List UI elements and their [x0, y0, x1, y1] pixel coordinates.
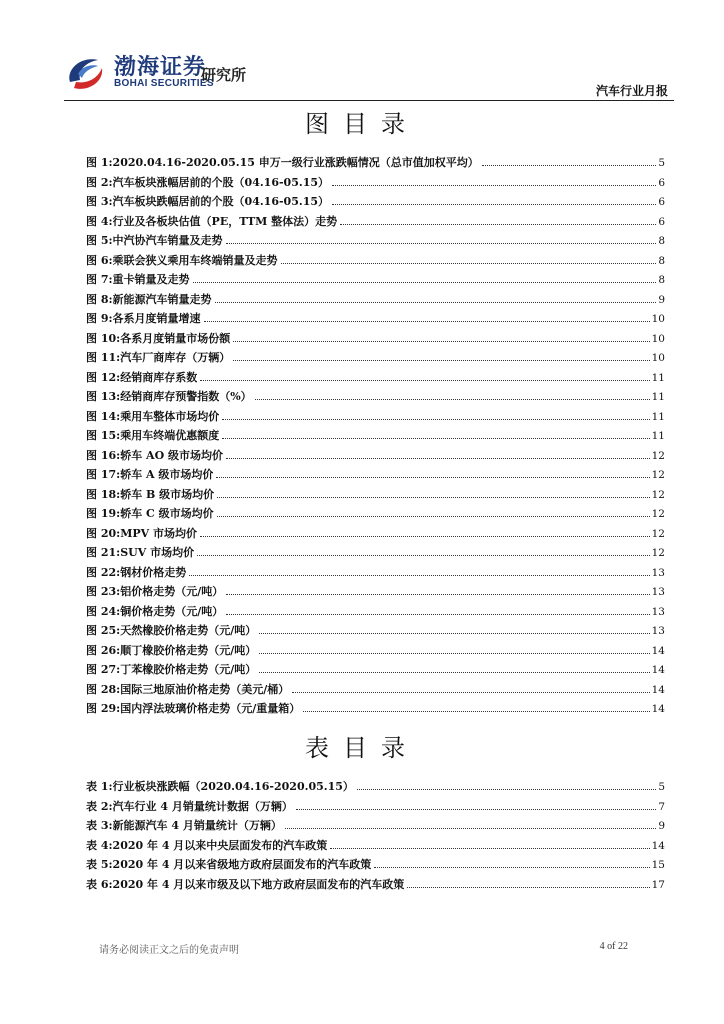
toc-entry-number: 图 16:: [86, 448, 121, 462]
toc-leader-dots: [259, 672, 649, 673]
figure-toc-entry[interactable]: [86, 232, 665, 252]
toc-entry-page: 12: [651, 527, 665, 540]
toc-entry-title: 轿车 AO 级市场均价: [120, 448, 223, 462]
toc-entry-title: 国内浮法玻璃价格走势（元/重量箱）: [120, 702, 301, 715]
figure-toc-entry[interactable]: [86, 583, 665, 603]
toc-entry-page: 9: [658, 293, 665, 306]
toc-leader-dots: [281, 263, 657, 264]
toc-entry-page: 6: [658, 215, 665, 228]
toc-entry-page: 14: [651, 703, 665, 715]
toc-entry-number: 表 4:: [86, 838, 113, 852]
toc-entry-title: 2020.04.16-2020.05.15 申万一级行业涨跌幅情况（总市值加权平均）: [112, 156, 479, 169]
figure-toc-entry[interactable]: [86, 622, 665, 642]
figure-toc-entry[interactable]: [86, 291, 665, 311]
toc-entry-number: 图 25:: [86, 624, 121, 637]
brand-name-cn: 渤海证券: [114, 55, 207, 80]
toc-leader-dots: [374, 867, 649, 868]
toc-entry-number: 图 21:: [86, 546, 121, 559]
toc-entry-page: 15: [651, 859, 665, 871]
toc-leader-dots: [296, 809, 656, 810]
toc-entry-number: 图 9:: [86, 312, 113, 325]
toc-entry-number: 图 11:: [86, 351, 121, 364]
toc-leader-dots: [259, 653, 649, 654]
toc-entry-title: 轿车 A 级市场均价: [120, 468, 214, 481]
toc-entry-page: 10: [651, 332, 665, 345]
toc-entry-page: 14: [651, 683, 665, 696]
toc-entry-page: 10: [651, 313, 665, 325]
toc-leader-dots: [292, 692, 649, 693]
toc-entry-page: 12: [651, 508, 665, 520]
toc-leader-dots: [303, 711, 649, 712]
toc-leader-dots: [330, 848, 649, 849]
report-type: 汽车行业月报: [595, 84, 668, 98]
toc-entry-title: 丁苯橡胶价格走势（元/吨）: [120, 663, 257, 676]
toc-entry-page: 8: [658, 274, 665, 286]
figure-toc-entry[interactable]: [86, 681, 665, 701]
toc-entry-title: 乘用车终端优惠额度: [120, 429, 220, 442]
figure-toc-entry[interactable]: [86, 447, 665, 467]
bohai-logo-icon: [64, 52, 106, 94]
toc-leader-dots: [233, 360, 649, 361]
toc-leader-dots: [204, 321, 650, 322]
toc-entry-number: 表 6:: [86, 877, 113, 891]
page-number: 4 of 22: [599, 941, 628, 952]
toc-entry-title: 经销商库存预警指数（%）: [120, 390, 252, 403]
toc-entry-page: 7: [658, 800, 665, 813]
figure-toc-entry[interactable]: [86, 154, 665, 174]
toc-entry-number: 图 12:: [86, 370, 121, 384]
toc-entry-title: 汽车板块跌幅居前的个股（04.16-05.15）: [112, 195, 330, 208]
toc-leader-dots: [340, 224, 656, 225]
figure-toc-entry[interactable]: [86, 330, 665, 350]
toc-entry-title: 2020 年 4 月以来市级及以下地方政府层面发布的汽车政策: [112, 877, 405, 891]
toc-leader-dots: [222, 419, 649, 420]
toc-leader-dots: [407, 887, 649, 888]
toc-entry-title: 乘用车整体市场均价: [120, 409, 220, 423]
toc-entry-title: 各系月度销量增速: [112, 312, 201, 325]
toc-entry-number: 图 22:: [86, 565, 121, 579]
toc-entry-number: 表 3:: [86, 819, 113, 832]
toc-leader-dots: [197, 555, 650, 556]
toc-entry-number: 图 23:: [86, 585, 121, 598]
figure-toc-entry[interactable]: [86, 213, 665, 233]
figure-toc-entry[interactable]: [86, 427, 665, 447]
toc-entry-number: 图 29:: [86, 702, 121, 715]
figure-toc-entry[interactable]: [86, 193, 665, 213]
toc-entry-title: 国际三地原油价格走势（美元/桶）: [120, 682, 290, 696]
toc-entry-number: 图 26:: [86, 643, 121, 657]
figure-toc-entry[interactable]: [86, 642, 665, 662]
figure-toc-entry[interactable]: [86, 271, 665, 291]
figure-toc-entry[interactable]: [86, 388, 665, 408]
toc-entry-title: 铜价格走势（元/吨）: [120, 604, 224, 618]
figure-toc-entry[interactable]: [86, 174, 665, 194]
toc-leader-dots: [285, 828, 656, 829]
toc-entry-number: 图 4:: [86, 214, 113, 228]
toc-leader-dots: [332, 185, 656, 186]
toc-entry-title: 重卡销量及走势: [112, 273, 190, 286]
figure-toc-entry[interactable]: [86, 252, 665, 272]
toc-entry-title: 行业及各板块估值（PE，TTM 整体法）走势: [112, 214, 338, 228]
toc-entry-title: SUV 市场均价: [120, 546, 195, 559]
figure-toc-entry[interactable]: [86, 505, 665, 525]
toc-entry-number: 图 6:: [86, 253, 113, 267]
department-label: 研究所: [201, 66, 247, 84]
toc-entry-title: 钢材价格走势: [120, 565, 187, 579]
toc-leader-dots: [226, 458, 650, 459]
toc-entry-title: 行业板块涨跌幅（2020.04.16-2020.05.15）: [112, 780, 354, 793]
toc-leader-dots: [226, 594, 649, 595]
toc-entry-page: 11: [651, 410, 665, 423]
toc-leader-dots: [189, 575, 649, 576]
toc-entry-number: 图 1:: [86, 156, 113, 169]
footer-disclaimer: 请务必阅读正文之后的免责声明: [99, 945, 239, 956]
figure-toc-entry[interactable]: [86, 564, 665, 584]
toc-leader-dots: [216, 477, 649, 478]
toc-entry-number: 图 15:: [86, 429, 121, 442]
toc-entry-number: 图 27:: [86, 663, 121, 676]
toc-entry-title: 经销商库存系数: [120, 370, 198, 384]
tables-list: [86, 778, 665, 895]
toc-entry-number: 图 14:: [86, 409, 121, 423]
page-header: [64, 46, 674, 100]
figures-list: [86, 154, 665, 720]
toc-leader-dots: [482, 165, 657, 166]
toc-leader-dots: [200, 380, 649, 381]
toc-entry-page: 11: [651, 371, 665, 384]
toc-entry-number: 图 10:: [86, 331, 121, 345]
toc-entry-page: 5: [658, 781, 665, 793]
toc-leader-dots: [193, 282, 657, 283]
figure-toc-entry[interactable]: [86, 408, 665, 428]
toc-entry-number: 图 24:: [86, 604, 121, 618]
toc-entry-page: 13: [651, 605, 665, 618]
toc-entry-page: 6: [658, 176, 665, 189]
toc-entry-number: 图 28:: [86, 682, 121, 696]
toc-entry-number: 图 13:: [86, 390, 121, 403]
figure-toc-entry[interactable]: [86, 486, 665, 506]
toc-entry-number: 图 2:: [86, 175, 113, 189]
figures-section-title: 图目录: [305, 110, 419, 138]
toc-entry-title: 汽车厂商库存（万辆）: [120, 351, 231, 364]
toc-entry-title: 天然橡胶价格走势（元/吨）: [120, 624, 257, 637]
header-divider: [64, 100, 674, 101]
toc-leader-dots: [259, 633, 649, 634]
toc-entry-page: 12: [651, 469, 665, 481]
figure-toc-entry[interactable]: [86, 310, 665, 330]
toc-entry-title: 轿车 B 级市场均价: [120, 487, 215, 501]
toc-entry-number: 表 5:: [86, 858, 113, 871]
toc-entry-title: 顺丁橡胶价格走势（元/吨）: [120, 643, 257, 657]
toc-entry-page: 8: [658, 254, 665, 267]
toc-entry-title: 汽车板块涨幅居前的个股（04.16-05.15）: [112, 175, 330, 189]
toc-entry-page: 5: [658, 157, 665, 169]
toc-entry-title: 轿车 C 级市场均价: [120, 507, 214, 520]
toc-entry-page: 11: [651, 391, 665, 403]
toc-entry-title: 中汽协汽车销量及走势: [112, 234, 223, 247]
tables-section-title: 表目录: [305, 734, 419, 762]
toc-entry-number: 图 5:: [86, 234, 113, 247]
figure-toc-entry[interactable]: [86, 466, 665, 486]
toc-leader-dots: [233, 341, 649, 342]
toc-entry-page: 13: [651, 625, 665, 637]
toc-leader-dots: [226, 243, 657, 244]
toc-leader-dots: [255, 399, 650, 400]
toc-leader-dots: [215, 302, 657, 303]
toc-entry-page: 10: [651, 352, 665, 364]
figure-toc-entry[interactable]: [86, 349, 665, 369]
toc-entry-page: 9: [658, 820, 665, 832]
toc-entry-title: 各系月度销量市场份额: [120, 331, 231, 345]
toc-leader-dots: [217, 516, 650, 517]
toc-entry-number: 图 20:: [86, 526, 121, 540]
figure-toc-entry[interactable]: [86, 661, 665, 681]
toc-leader-dots: [200, 536, 650, 537]
toc-entry-number: 表 2:: [86, 799, 113, 813]
toc-entry-page: 13: [651, 586, 665, 598]
brand-name-en: BOHAI SECURITIES: [114, 78, 214, 89]
toc-leader-dots: [217, 497, 649, 498]
figure-toc-entry[interactable]: [86, 603, 665, 623]
toc-entry-title: MPV 市场均价: [120, 526, 198, 540]
toc-entry-page: 14: [651, 839, 665, 852]
toc-entry-page: 11: [651, 430, 665, 442]
figure-toc-entry[interactable]: [86, 525, 665, 545]
toc-entry-page: 12: [651, 449, 665, 462]
toc-leader-dots: [226, 614, 649, 615]
toc-entry-page: 8: [658, 235, 665, 247]
figure-toc-entry[interactable]: [86, 700, 665, 720]
toc-entry-title: 铝价格走势（元/吨）: [120, 585, 224, 598]
toc-entry-page: 14: [651, 664, 665, 676]
toc-entry-number: 图 18:: [86, 487, 121, 501]
toc-entry-number: 图 3:: [86, 195, 113, 208]
table-toc-entry[interactable]: [86, 856, 665, 876]
toc-entry-page: 13: [651, 566, 665, 579]
toc-entry-number: 图 8:: [86, 292, 113, 306]
toc-entry-page: 17: [651, 878, 665, 891]
toc-entry-title: 新能源汽车 4 月销量统计（万辆）: [112, 819, 282, 832]
toc-entry-number: 图 19:: [86, 507, 121, 520]
toc-entry-title: 乘联会狭义乘用车终端销量及走势: [112, 253, 278, 267]
figure-toc-entry[interactable]: [86, 369, 665, 389]
toc-entry-title: 2020 年 4 月以来中央层面发布的汽车政策: [112, 838, 328, 852]
toc-leader-dots: [357, 789, 656, 790]
toc-entry-title: 2020 年 4 月以来省级地方政府层面发布的汽车政策: [112, 858, 372, 871]
table-toc-entry[interactable]: [86, 778, 665, 798]
table-toc-entry[interactable]: [86, 817, 665, 837]
table-toc-entry[interactable]: [86, 837, 665, 857]
toc-leader-dots: [222, 438, 649, 439]
toc-entry-page: 14: [651, 644, 665, 657]
toc-entry-title: 汽车行业 4 月销量统计数据（万辆）: [112, 799, 293, 813]
toc-leader-dots: [332, 204, 656, 205]
toc-entry-page: 6: [658, 196, 665, 208]
toc-entry-page: 12: [651, 547, 665, 559]
table-toc-entry[interactable]: [86, 876, 665, 896]
toc-entry-number: 图 7:: [86, 273, 113, 286]
figure-toc-entry[interactable]: [86, 544, 665, 564]
table-toc-entry[interactable]: [86, 798, 665, 818]
toc-entry-number: 表 1:: [86, 780, 113, 793]
toc-entry-page: 12: [651, 488, 665, 501]
toc-entry-number: 图 17:: [86, 468, 121, 481]
toc-entry-title: 新能源汽车销量走势: [112, 292, 212, 306]
